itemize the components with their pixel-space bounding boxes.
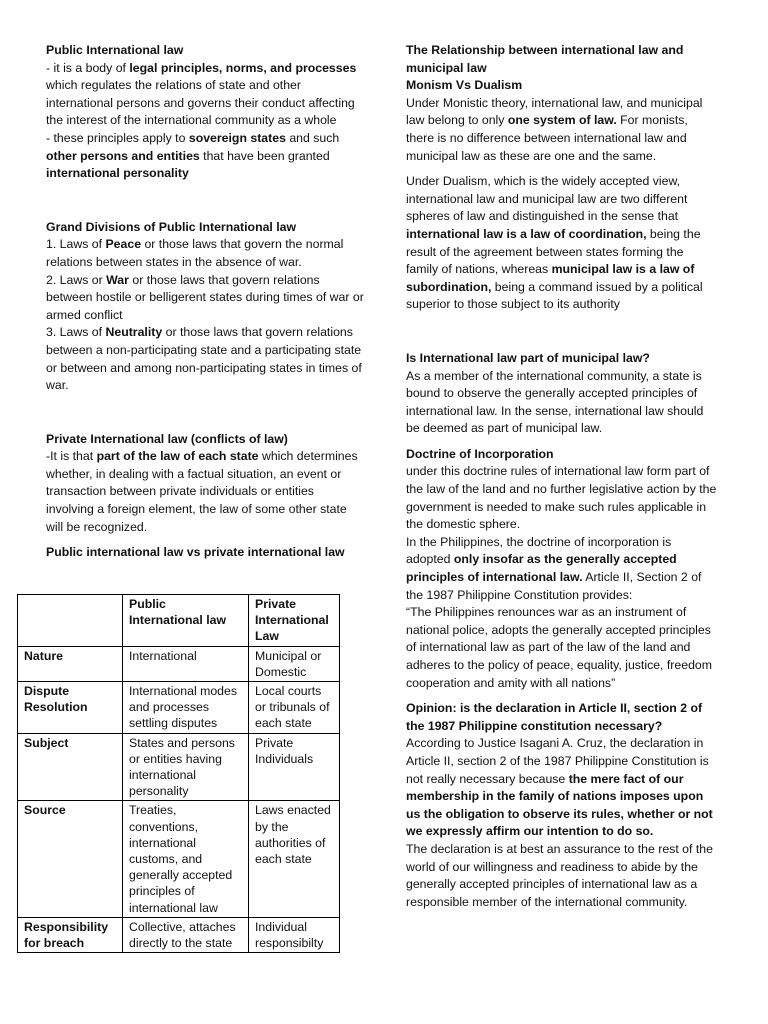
grand-divisions-heading: Grand Divisions of Public International law bbox=[46, 219, 297, 234]
row-private-cell: Municipal or Domestic bbox=[249, 646, 340, 681]
table-header-empty bbox=[18, 595, 123, 647]
row-public-cell: Treaties, conventions, international customs, and generally accepted principles of international law bbox=[123, 801, 249, 917]
monism-paragraph: Under Monistic theory, international law, and municipal law belong to only one system of law. For monists, there is no difference between international law and municipal law as these are one and the same. bbox=[406, 95, 703, 163]
table-row bbox=[18, 733, 340, 801]
pil-definition: - it is a body of legal principles, norms, and processes which regulates the relations of state and other international persons and governs their conduct affecting the interest of the international community as a whole bbox=[46, 60, 357, 128]
relationship-heading: The Relationship between international law and municipal law bbox=[406, 43, 684, 75]
private-law-heading: Private International law (conflicts of law) bbox=[46, 431, 288, 446]
part-of-municipal-text: As a member of the international community, a state is bound to observe the generally accepted principles of international law. In the sense, international law should be deemed as part of municipal law. bbox=[406, 368, 704, 436]
table-row bbox=[18, 646, 340, 681]
incorporation-heading: Doctrine of Incorporation bbox=[406, 446, 554, 461]
opinion-cruz: According to Justice Isagani A. Cruz, the declaration in Article II, section 2 of the 1987 Philippine Constitution is not really necessary because the mere fact of our membership in the family of nations imposes upon us the obligation to observe its rules, whether or not we expressly affirm our intention to do so. bbox=[406, 736, 713, 839]
part-of-municipal-heading: Is International law part of municipal law? bbox=[406, 350, 650, 365]
row-public-cell: Collective, attaches directly to the state bbox=[123, 917, 249, 952]
table-row bbox=[18, 917, 340, 952]
row-public-cell: International modes and processes settling disputes bbox=[123, 682, 249, 734]
pil-heading: Public International law bbox=[46, 43, 184, 57]
table-header-private: Private International Law bbox=[249, 595, 340, 647]
incorporation-paragraph: under this doctrine rules of international law form part of the law of the land and no further legislative action by the government is needed to make such rules applicable in the domestic sphere. bbox=[406, 464, 717, 532]
grand-division-neutrality: 3. Laws of Neutrality or those laws that govern relations between a non-participating state and a participating state or between and among non-participating states in times of war. bbox=[46, 325, 362, 393]
row-private-cell: Laws enacted by the authorities of each state bbox=[249, 801, 340, 917]
left-column bbox=[46, 42, 364, 562]
row-label: Responsibility for breach bbox=[18, 917, 123, 952]
row-label: Subject bbox=[18, 733, 123, 801]
table-header-row bbox=[18, 595, 340, 647]
grand-division-war: 2. Laws or War or those laws that govern relations between hostile or belligerent states during times of war or armed conflict bbox=[46, 272, 364, 322]
table-header-public: Public International law bbox=[123, 595, 249, 647]
right-column bbox=[406, 42, 718, 911]
grand-division-peace: 1. Laws of Peace or those laws that govern the normal relations between states in the absence of war. bbox=[46, 237, 344, 269]
row-private-cell: Private Individuals bbox=[249, 733, 340, 801]
constitution-quote: “The Philippines renounces war as an instrument of national police, adopts the generally accepted principles of international law as part of the law of the land and adheres to the policy of peace, equality, justice, freedom cooperation and amity with all nations” bbox=[406, 605, 713, 690]
dualism-paragraph: Under Dualism, which is the widely accepted view, international law and municipal law are two different spheres of law and distinguished in the sense that international law is a law of coordination, being the result of the agreement between states forming the family of nations, whereas municipal law is a law of subordination, being a command issued by a political superior to those subject to its authority bbox=[406, 174, 703, 312]
row-public-cell: States and persons or entities having international personality bbox=[123, 733, 249, 801]
pil-scope: - these principles apply to sovereign states and such other persons and entities that have been granted international personality bbox=[46, 130, 340, 181]
incorporation-philippines: In the Philippines, the doctrine of incorporation is adopted only insofar as the generally accepted principles of international law. Article II, Section 2 of the 1987 Philippine Constitution provides: bbox=[406, 534, 702, 602]
comparison-table bbox=[17, 594, 340, 953]
table-row bbox=[18, 682, 340, 734]
opinion-heading: Opinion: is the declaration in Article II, section 2 of the 1987 Philippine constitution necessary? bbox=[406, 701, 703, 733]
row-label: Source bbox=[18, 801, 123, 917]
row-private-cell: Individual responsibilty bbox=[249, 917, 340, 952]
row-label: Nature bbox=[18, 646, 123, 681]
row-label: Dispute Resolution bbox=[18, 682, 123, 734]
private-law-definition: -It is that part of the law of each state which determines whether, in dealing with a factual situation, an event or transaction between private individuals or entities involving a foreign element, the law of some other state will be recognized. bbox=[46, 449, 358, 534]
comparison-heading: Public international law vs private international law bbox=[46, 545, 345, 560]
table-row bbox=[18, 801, 340, 917]
row-private-cell: Local courts or tribunals of each state bbox=[249, 682, 340, 734]
row-public-cell: International bbox=[123, 646, 249, 681]
monism-dualism-heading: Monism Vs Dualism bbox=[406, 78, 523, 93]
opinion-assurance: The declaration is at best an assurance to the rest of the world of our willingness and readiness to abide by the generally accepted principles of international law as a responsible member of the international community. bbox=[406, 841, 713, 909]
